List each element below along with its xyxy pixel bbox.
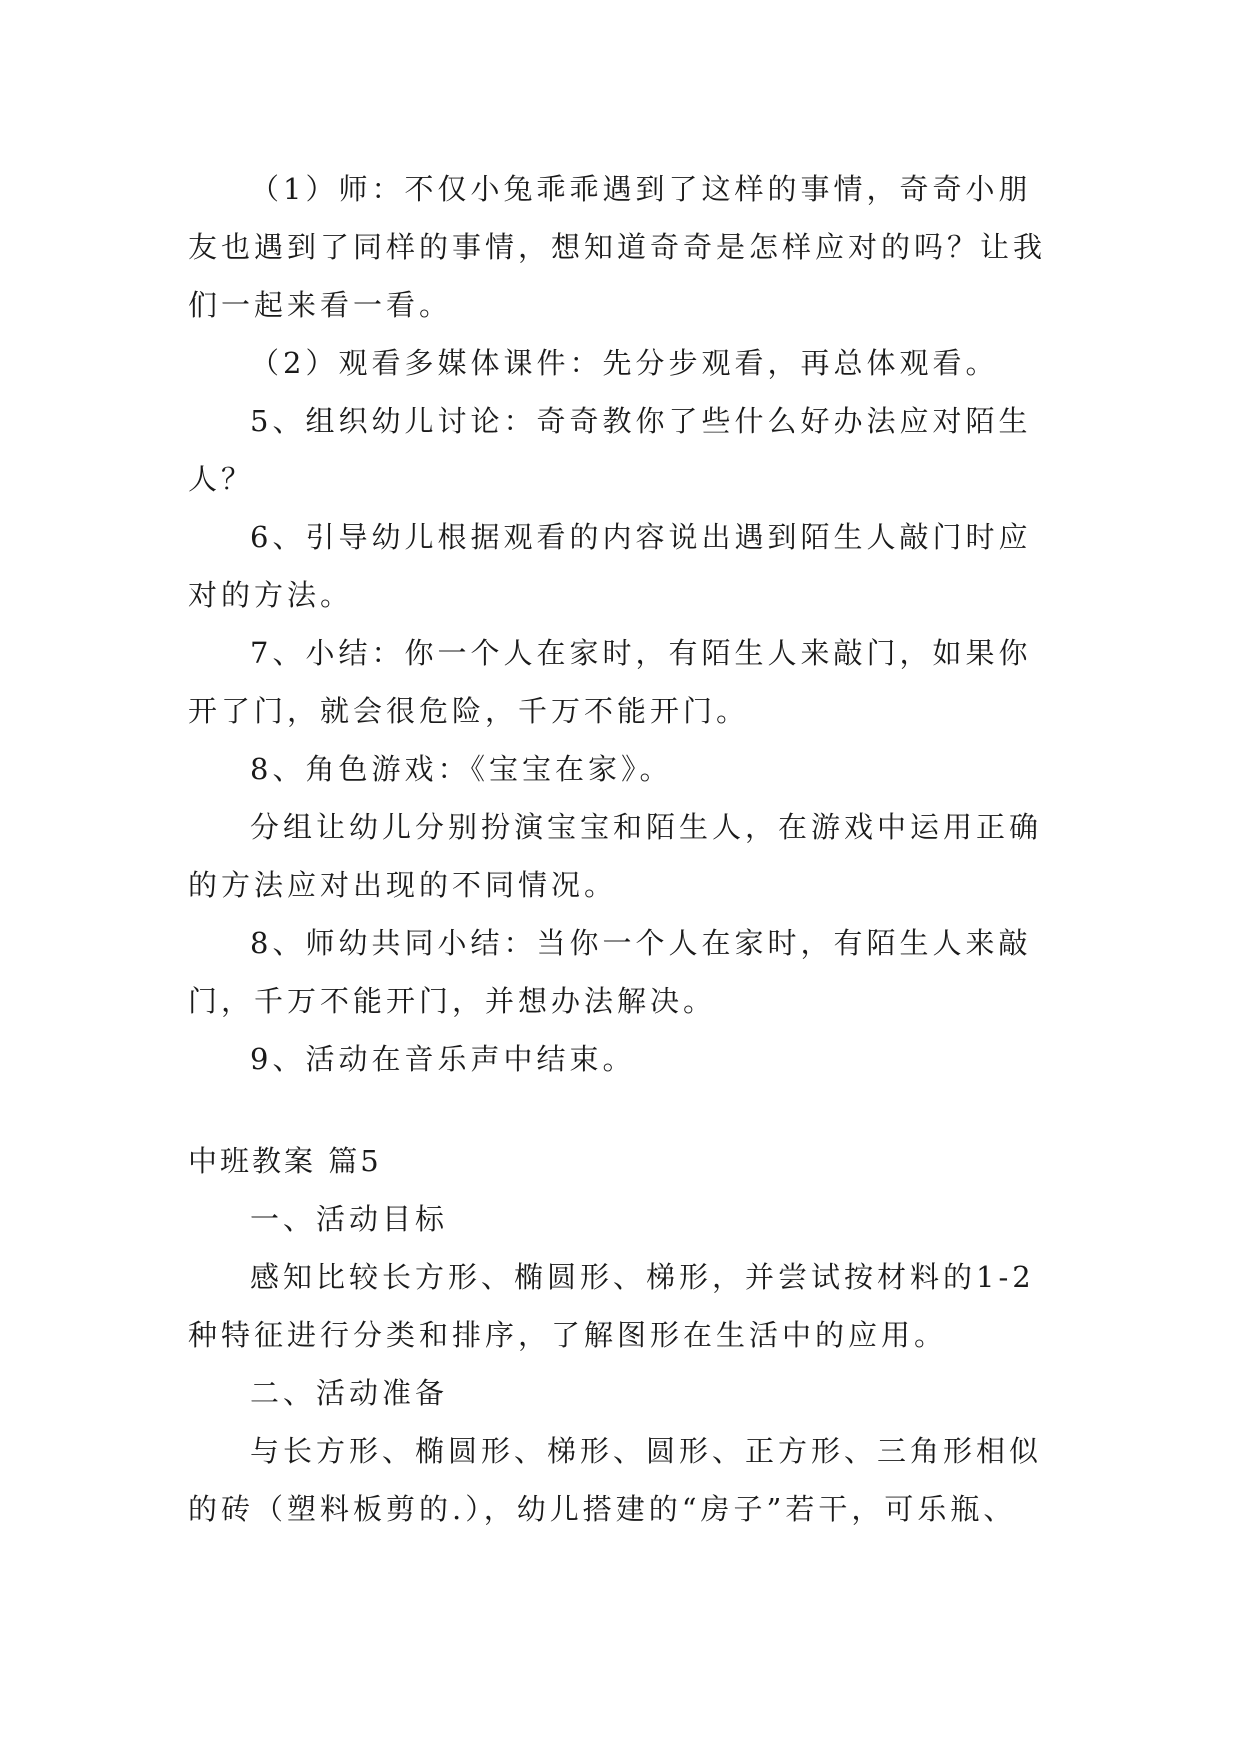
text-line: 对的方法。 bbox=[188, 578, 354, 612]
paragraph-step-6 bbox=[188, 508, 1068, 624]
text-line: （1）师：不仅小兔乖乖遇到了这样的事情，奇奇小朋 bbox=[250, 172, 1032, 206]
paragraph-step-8-role-play bbox=[188, 740, 1068, 798]
text-line: 9、活动在音乐声中结束。 bbox=[250, 1042, 636, 1076]
text-line: 一、活动目标 bbox=[250, 1202, 449, 1236]
paragraph-teacher-intro bbox=[188, 160, 1068, 334]
text-line: 门，千万不能开门，并想办法解决。 bbox=[188, 984, 717, 1018]
text-line: 们一起来看一看。 bbox=[188, 288, 453, 322]
text-line: 5、组织幼儿讨论：奇奇教你了些什么好办法应对陌生 bbox=[250, 404, 1032, 438]
paragraph-grouping bbox=[188, 798, 1068, 914]
heading-activity-goals bbox=[188, 1190, 1068, 1248]
text-line: 感知比较长方形、椭圆形、梯形，并尝试按材料的1-2 bbox=[250, 1260, 1035, 1294]
paragraph-step-5 bbox=[188, 392, 1068, 508]
text-line: 二、活动准备 bbox=[250, 1376, 449, 1410]
text-line: 的方法应对出现的不同情况。 bbox=[188, 868, 618, 902]
paragraph-preparation bbox=[188, 1422, 1068, 1538]
paragraph-step-8-summary bbox=[188, 914, 1068, 1030]
text-line: 人？ bbox=[188, 462, 255, 496]
text-line: 8、师幼共同小结：当你一个人在家时，有陌生人来敲 bbox=[250, 926, 1032, 960]
paragraph-watch-courseware bbox=[188, 334, 1068, 392]
text-line: （2）观看多媒体课件：先分步观看，再总体观看。 bbox=[250, 346, 999, 380]
text-line: 种特征进行分类和排序，了解图形在生活中的应用。 bbox=[188, 1318, 948, 1352]
text-line: 友也遇到了同样的事情，想知道奇奇是怎样应对的吗？让我 bbox=[188, 230, 1047, 264]
document-body bbox=[188, 160, 1068, 1538]
text-line: 与长方形、椭圆形、梯形、圆形、正方形、三角形相似 bbox=[250, 1434, 1043, 1468]
text-line: 分组让幼儿分别扮演宝宝和陌生人，在游戏中运用正确 bbox=[250, 810, 1043, 844]
text-line: 8、角色游戏：《宝宝在家》。 bbox=[250, 752, 673, 786]
text-line: 的砖（塑料板剪的.），幼儿搭建的“房子”若干，可乐瓶、 bbox=[188, 1492, 1017, 1526]
text-line: 7、小结：你一个人在家时，有陌生人来敲门，如果你 bbox=[250, 636, 1032, 670]
paragraph-step-9 bbox=[188, 1030, 1068, 1088]
paragraph-step-7 bbox=[188, 624, 1068, 740]
text-line: 6、引导幼儿根据观看的内容说出遇到陌生人敲门时应 bbox=[250, 520, 1032, 554]
text-line: 开了门，就会很危险，千万不能开门。 bbox=[188, 694, 750, 728]
paragraph-goals bbox=[188, 1248, 1068, 1364]
heading-activity-preparation bbox=[188, 1364, 1068, 1422]
section-title: 中班教案 篇5 bbox=[188, 1144, 382, 1178]
